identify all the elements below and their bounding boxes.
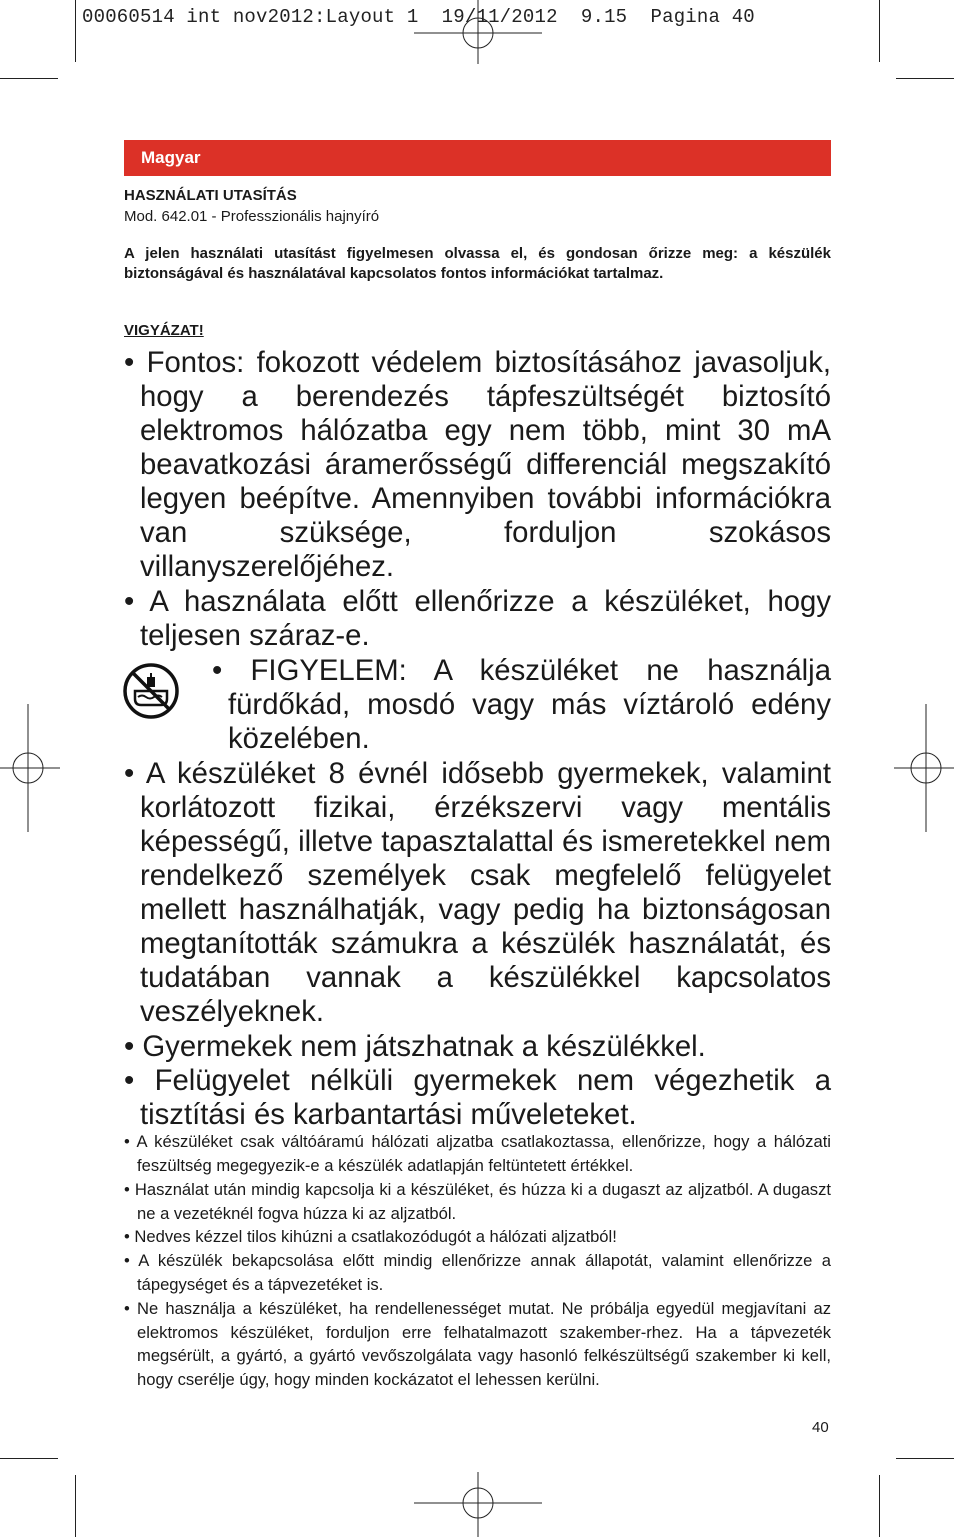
bullet-children-supervision: • A készüléket 8 évnél idősebb gyermekek, valamint korlátozott fizikai, érzékszervi vagy mentális képességű, illetve tapasztalattal és ismeretekkel nem rendelkező személyek csak megfelelő felügyelet mellett használhatják, vagy pedig ha biztonságosan megtanították számukra a készülék használatát, és tudatában vannak a készülékkel kapcsolatos veszélyeknek.	[124, 757, 831, 1028]
registration-mark-icon	[0, 704, 60, 832]
bullet-dry-check: • A használata előtt ellenőrizze a készüléket, hogy teljesen száraz-e.	[124, 585, 831, 652]
small-bullet-unplug: • Használat után mindig kapcsolja ki a készüléket, és húzza ki a dugaszt az aljzatból. A dugaszt ne a vezetéknél fogva húzza ki az aljzatból.	[124, 1180, 831, 1223]
crop-mark	[75, 1475, 76, 1537]
page-number: 40	[812, 1419, 829, 1436]
registration-mark-icon	[414, 0, 542, 64]
crop-mark	[0, 1458, 58, 1459]
small-bullet-ac-socket: • A készüléket csak váltóáramú hálózati aljzatba csatlakoztassa, ellenőrizze, hogy a hálózati feszültség megegyezik-e a készülék adatlapján feltüntetett értékkel.	[124, 1132, 831, 1175]
crop-mark	[879, 0, 880, 62]
crop-mark	[879, 1475, 880, 1537]
crop-mark	[75, 0, 76, 62]
print-slug: 00060514 int nov2012:Layout 1 19/11/2012 9.15 Pagina 40	[82, 6, 755, 28]
language-label: Magyar	[141, 148, 201, 167]
crop-mark	[896, 1458, 954, 1459]
small-bullet-malfunction: • Ne használja a készüléket, ha rendellenességet mutat. Ne próbálja egyedül megjavítani az elektromos készüléket, forduljon erre felhatalmazott szakember-rhez. Ha a tápvezeték megsérült, a gyártó, a gyártó vevőszolgálata vagy hasonló felkészültségű szakember ki kell, hogy cserélje úgy, hogy minden kockázatot el lehessen kerülni.	[124, 1299, 831, 1389]
small-bullet-wet-hands: • Nedves kézzel tilos kihúzni a csatlakozódugót a hálózati aljzatból!	[124, 1227, 617, 1246]
language-header-bar	[124, 140, 831, 176]
registration-mark-icon	[414, 1472, 542, 1537]
crop-mark	[0, 78, 58, 79]
caution-heading: VIGYÁZAT!	[124, 322, 204, 339]
small-bullet-check-condition: • A készülék bekapcsolása előtt mindig ellenőrizze annak állapotát, valamint ellenőrizze a tápegységet és a tápvezetéket is.	[124, 1251, 831, 1294]
bullet-no-play: • Gyermekek nem játszhatnak a készülékkel.	[124, 1030, 706, 1063]
intro-paragraph: A jelen használati utasítást figyelmesen olvassa el, és gondosan őrizze meg: a készülék biztonságával és használatával kapcsolatos fontos információkat tartalmaz.	[124, 245, 831, 282]
registration-mark-icon	[894, 704, 954, 832]
crop-mark	[896, 78, 954, 79]
bullet-water-warning: • FIGYELEM: A készüléket ne használja fürdőkád, mosdó vagy más víztároló edény közelében.	[212, 654, 831, 755]
model-line: Mod. 642.01 - Professzionális hajnyíró	[124, 208, 380, 225]
no-water-bathtub-icon	[121, 661, 181, 721]
document-title: HASZNÁLATI UTASÍTÁS	[124, 187, 297, 204]
bullet-no-cleaning: • Felügyelet nélküli gyermekek nem végezhetik a tisztítási és karbantartási műveleteket.	[124, 1064, 831, 1131]
bullet-rcd: • Fontos: fokozott védelem biztosításához javasoljuk, hogy a berendezés tápfeszültségét biztosító elektromos hálózatba egy nem több, mint 30 mA beavatkozási áramerősségű differenciál megszakító legyen beépítve. Amennyiben további információkra van szüksége, forduljon szokásos villanyszerelőjéhez.	[124, 346, 831, 583]
